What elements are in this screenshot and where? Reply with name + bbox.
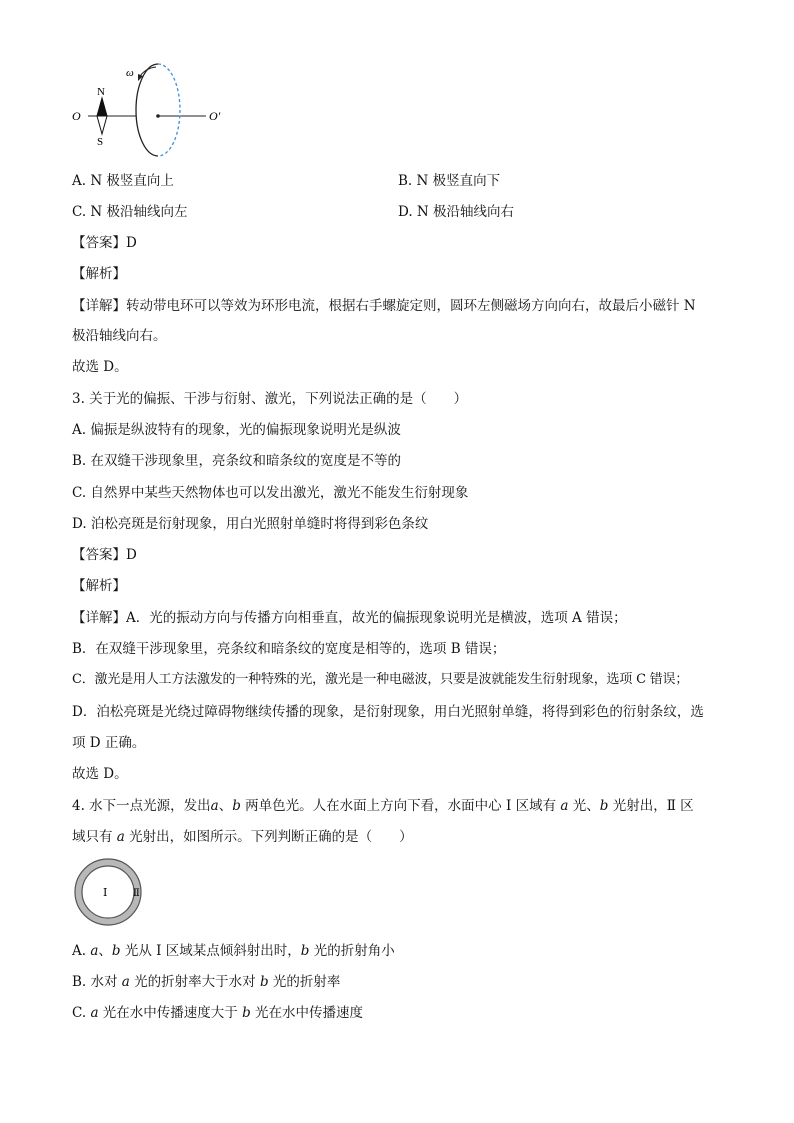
axis-label-o: O	[72, 109, 81, 123]
var-a: a	[560, 798, 569, 814]
q2-option-c: C. N 极沿轴线向左	[72, 204, 188, 220]
q3-answer	[72, 546, 137, 564]
option-text: 光的折射率	[268, 974, 341, 990]
region-1-label: Ⅰ	[103, 887, 108, 899]
q4-option-b	[72, 973, 340, 991]
option-text: 光在水中传播速度大于	[98, 1005, 243, 1021]
q2-option-a: A. N 极竖直向上	[72, 173, 174, 189]
magnet-south-label: S	[97, 136, 104, 148]
water-surface-figure	[72, 856, 148, 928]
option-text: B. 水对	[72, 974, 122, 990]
var-a: a	[121, 974, 130, 990]
region-2-label: Ⅱ	[133, 888, 140, 899]
q3-option-b: B. 在双缝干涉现象里，亮条纹和暗条纹的宽度是不等的	[72, 453, 402, 469]
q3-detail-b: B．在双缝干涉现象里，亮条纹和暗条纹的宽度是相等的，选项 B 错误；	[72, 641, 506, 657]
option-text: C.	[72, 1005, 91, 1021]
q2-detail-line-2: 极沿轴线向右。	[72, 328, 167, 344]
option-text: 光的折射角小	[309, 943, 395, 959]
q4-option-a	[72, 942, 395, 960]
q2-answer	[72, 234, 137, 252]
stem-text: 、	[218, 798, 233, 814]
stem-text: 光射出，如图所示。下列判断正确的是（ ）	[124, 829, 413, 845]
q3-detail-a	[72, 609, 627, 627]
var-a: a	[116, 829, 125, 845]
q2-conclusion: 故选 D。	[72, 359, 128, 375]
var-a: a	[210, 798, 219, 814]
var-b: b	[259, 974, 269, 990]
stem-text: 域只有	[72, 829, 117, 845]
q3-option-c: C. 自然界中某些天然物体也可以发出激光，激光不能发生衍射现象	[72, 485, 469, 501]
detail-text: 转动带电环可以等效为环形电流，根据右手螺旋定则，圆环左侧磁场方向向右，故最后小磁针 N	[126, 298, 696, 314]
q4-stem-line-2	[72, 828, 413, 846]
stem-text: 光、	[568, 798, 600, 814]
q3-analysis-tag: 【解析】	[72, 578, 126, 594]
detail-tag: 【详解】	[72, 298, 126, 314]
q2-detail-line-1	[72, 297, 696, 315]
option-text: 光的折射率大于水对	[129, 974, 260, 990]
var-a: a	[90, 1005, 99, 1021]
option-text: 、	[98, 943, 112, 959]
answer-tag: 【答案】	[72, 547, 126, 563]
q4-stem-line-1	[72, 797, 694, 815]
var-b: b	[242, 1005, 251, 1021]
var-b: b	[300, 943, 310, 959]
q2-analysis-tag: 【解析】	[72, 266, 126, 282]
omega-label: ω	[126, 67, 134, 79]
var-b: b	[232, 798, 241, 814]
var-b: b	[111, 943, 121, 959]
q3-conclusion: 故选 D。	[72, 766, 128, 782]
answer-value: D	[126, 235, 137, 251]
answer-tag: 【答案】	[72, 235, 126, 251]
q3-option-d: D. 泊松亮斑是衍射现象，用白光照射单缝时将得到彩色条纹	[72, 516, 429, 532]
q3-stem: 3. 关于光的偏振、干涉与衍射、激光，下列说法正确的是（ ）	[72, 391, 468, 407]
var-a: a	[90, 943, 99, 959]
stem-text: 4. 水下一点光源，发出	[72, 798, 211, 814]
stem-text: 两单色光。人在水面上方向下看，水面中心 Ⅰ 区域有	[240, 798, 561, 814]
q3-option-a: A. 偏振是纵波特有的现象，光的偏振现象说明光是纵波	[72, 422, 401, 438]
option-text: 光在水中传播速度	[250, 1005, 364, 1021]
stem-text: 光射出，Ⅱ 区	[608, 798, 694, 814]
detail-text: A．光的振动方向与传播方向相垂直，故光的偏振现象说明光是横波，选项 A 错误；	[126, 610, 627, 626]
magnet-north-label: N	[97, 86, 105, 98]
q3-detail-c: C．激光是用人工方法激发的一种特殊的光，激光是一种电磁波，只要是波就能发生衍射现象，选项 C 错误；	[72, 672, 689, 687]
axis-label-o-prime: O′	[209, 109, 221, 123]
var-b: b	[599, 798, 609, 814]
q3-detail-d-1: D．泊松亮斑是光绕过障碍物继续传播的现象，是衍射现象，用白光照射单缝，将得到彩色的衍射条纹，选	[72, 704, 704, 720]
option-text: A.	[72, 943, 91, 959]
answer-value: D	[126, 547, 137, 563]
q2-option-b: B. N 极竖直向下	[398, 173, 501, 189]
q4-option-c	[72, 1004, 363, 1022]
q3-detail-d-2: 项 D 正确。	[72, 735, 146, 751]
rotating-ring-figure	[66, 62, 246, 162]
option-text: 光从 Ⅰ 区域某点倾斜射出时，	[120, 943, 301, 959]
detail-tag: 【详解】	[72, 610, 126, 626]
q2-option-d: D. N 极沿轴线向右	[398, 204, 515, 220]
